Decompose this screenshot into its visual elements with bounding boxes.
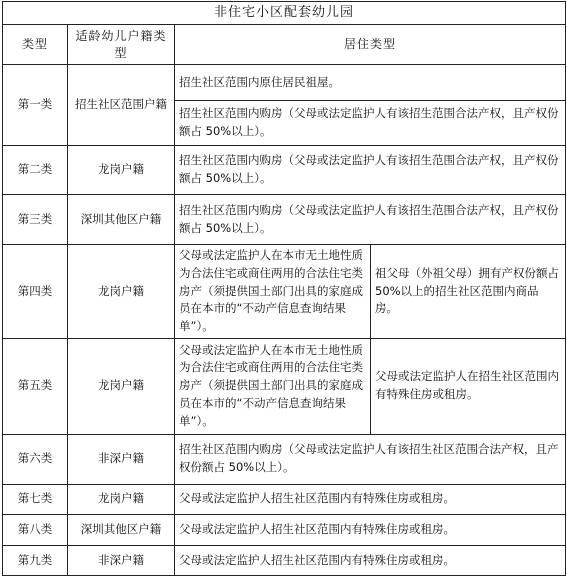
row-residence-left: 父母或法定监护人在本市无土地性质为合法住宅或商住两用的合法住宅类房产（须提供国土部门出具的家庭成员在本市的“不动产信息查询结果单”）。 (175, 245, 371, 338)
table-title: 非住宅小区配套幼儿园 (3, 2, 566, 25)
row-residence: 父母或法定监护人招生社区范围内有特殊住房或租房。 (175, 545, 566, 575)
row-household: 深圳其他区户籍 (68, 514, 175, 545)
row-category: 第七类 (3, 484, 68, 514)
row-household: 深圳其他区户籍 (68, 195, 175, 245)
table-row (3, 146, 566, 195)
table-row (3, 245, 566, 338)
header-category: 类型 (3, 25, 68, 65)
row-household: 龙岗户籍 (68, 338, 175, 434)
row-residence-ancestral: 招生社区范围内原住居民祖屋。 (175, 65, 566, 101)
header-household: 适龄幼儿户籍类型 (68, 25, 175, 65)
table-row (3, 434, 566, 484)
row-category: 第五类 (3, 338, 68, 434)
row-category: 第六类 (3, 434, 68, 484)
row-category: 第一类 (3, 65, 68, 146)
row-category: 第二类 (3, 146, 68, 195)
row-residence-right: 祖父母（外祖父母）拥有产权份额占 50%以上的招生社区范围内商品房。 (371, 245, 566, 338)
table-row (3, 195, 566, 245)
title-row (3, 2, 566, 25)
row-category: 第九类 (3, 545, 68, 575)
row-household: 招生社区范围户籍 (68, 65, 175, 146)
row-household: 非深户籍 (68, 434, 175, 484)
row-category: 第四类 (3, 245, 68, 338)
table-row (3, 514, 566, 545)
row-household: 龙岗户籍 (68, 146, 175, 195)
row-household: 非深户籍 (68, 545, 175, 575)
header-residence: 居住类型 (175, 25, 566, 65)
kindergarten-admission-table (2, 1, 566, 576)
row-category: 第八类 (3, 514, 68, 545)
row-residence: 父母或法定监护人招生社区范围内有特殊住房或租房。 (175, 514, 566, 545)
table-row (3, 545, 566, 575)
row-household: 龙岗户籍 (68, 484, 175, 514)
table-row (3, 338, 566, 434)
row-household: 龙岗户籍 (68, 245, 175, 338)
row-residence: 招生社区范围内购房（父母或法定监护人有该招生范围合法产权，且产权份额占 50%以上）。 (175, 146, 566, 195)
row-category: 第三类 (3, 195, 68, 245)
table-row (3, 484, 566, 514)
row-residence: 招生社区范围内购房（父母或法定监护人有该招生范围合法产权，且产权份额占 50%以上）。 (175, 195, 566, 245)
row-residence: 招生社区范围内购房（父母或法定监护人有该招生社区范围合法产权，且产权份额占 50%以上）。 (175, 434, 566, 484)
row-residence-right: 父母或法定监护人在招生社区范围内有特殊住房或租房。 (371, 338, 566, 434)
row-residence-purchase: 招生社区范围内购房（父母或法定监护人有该招生范围合法产权，且产权份额占 50%以上）。 (175, 101, 566, 146)
row-residence-left: 父母或法定监护人在本市无土地性质为合法住宅或商住两用的合法住宅类房产（须提供国土部门出具的家庭成员在本市的“不动产信息查询结果单”）。 (175, 338, 371, 434)
table-row (3, 65, 566, 101)
row-residence: 父母或法定监护人招生社区范围内有特殊住房或租房。 (175, 484, 566, 514)
header-row (3, 25, 566, 65)
